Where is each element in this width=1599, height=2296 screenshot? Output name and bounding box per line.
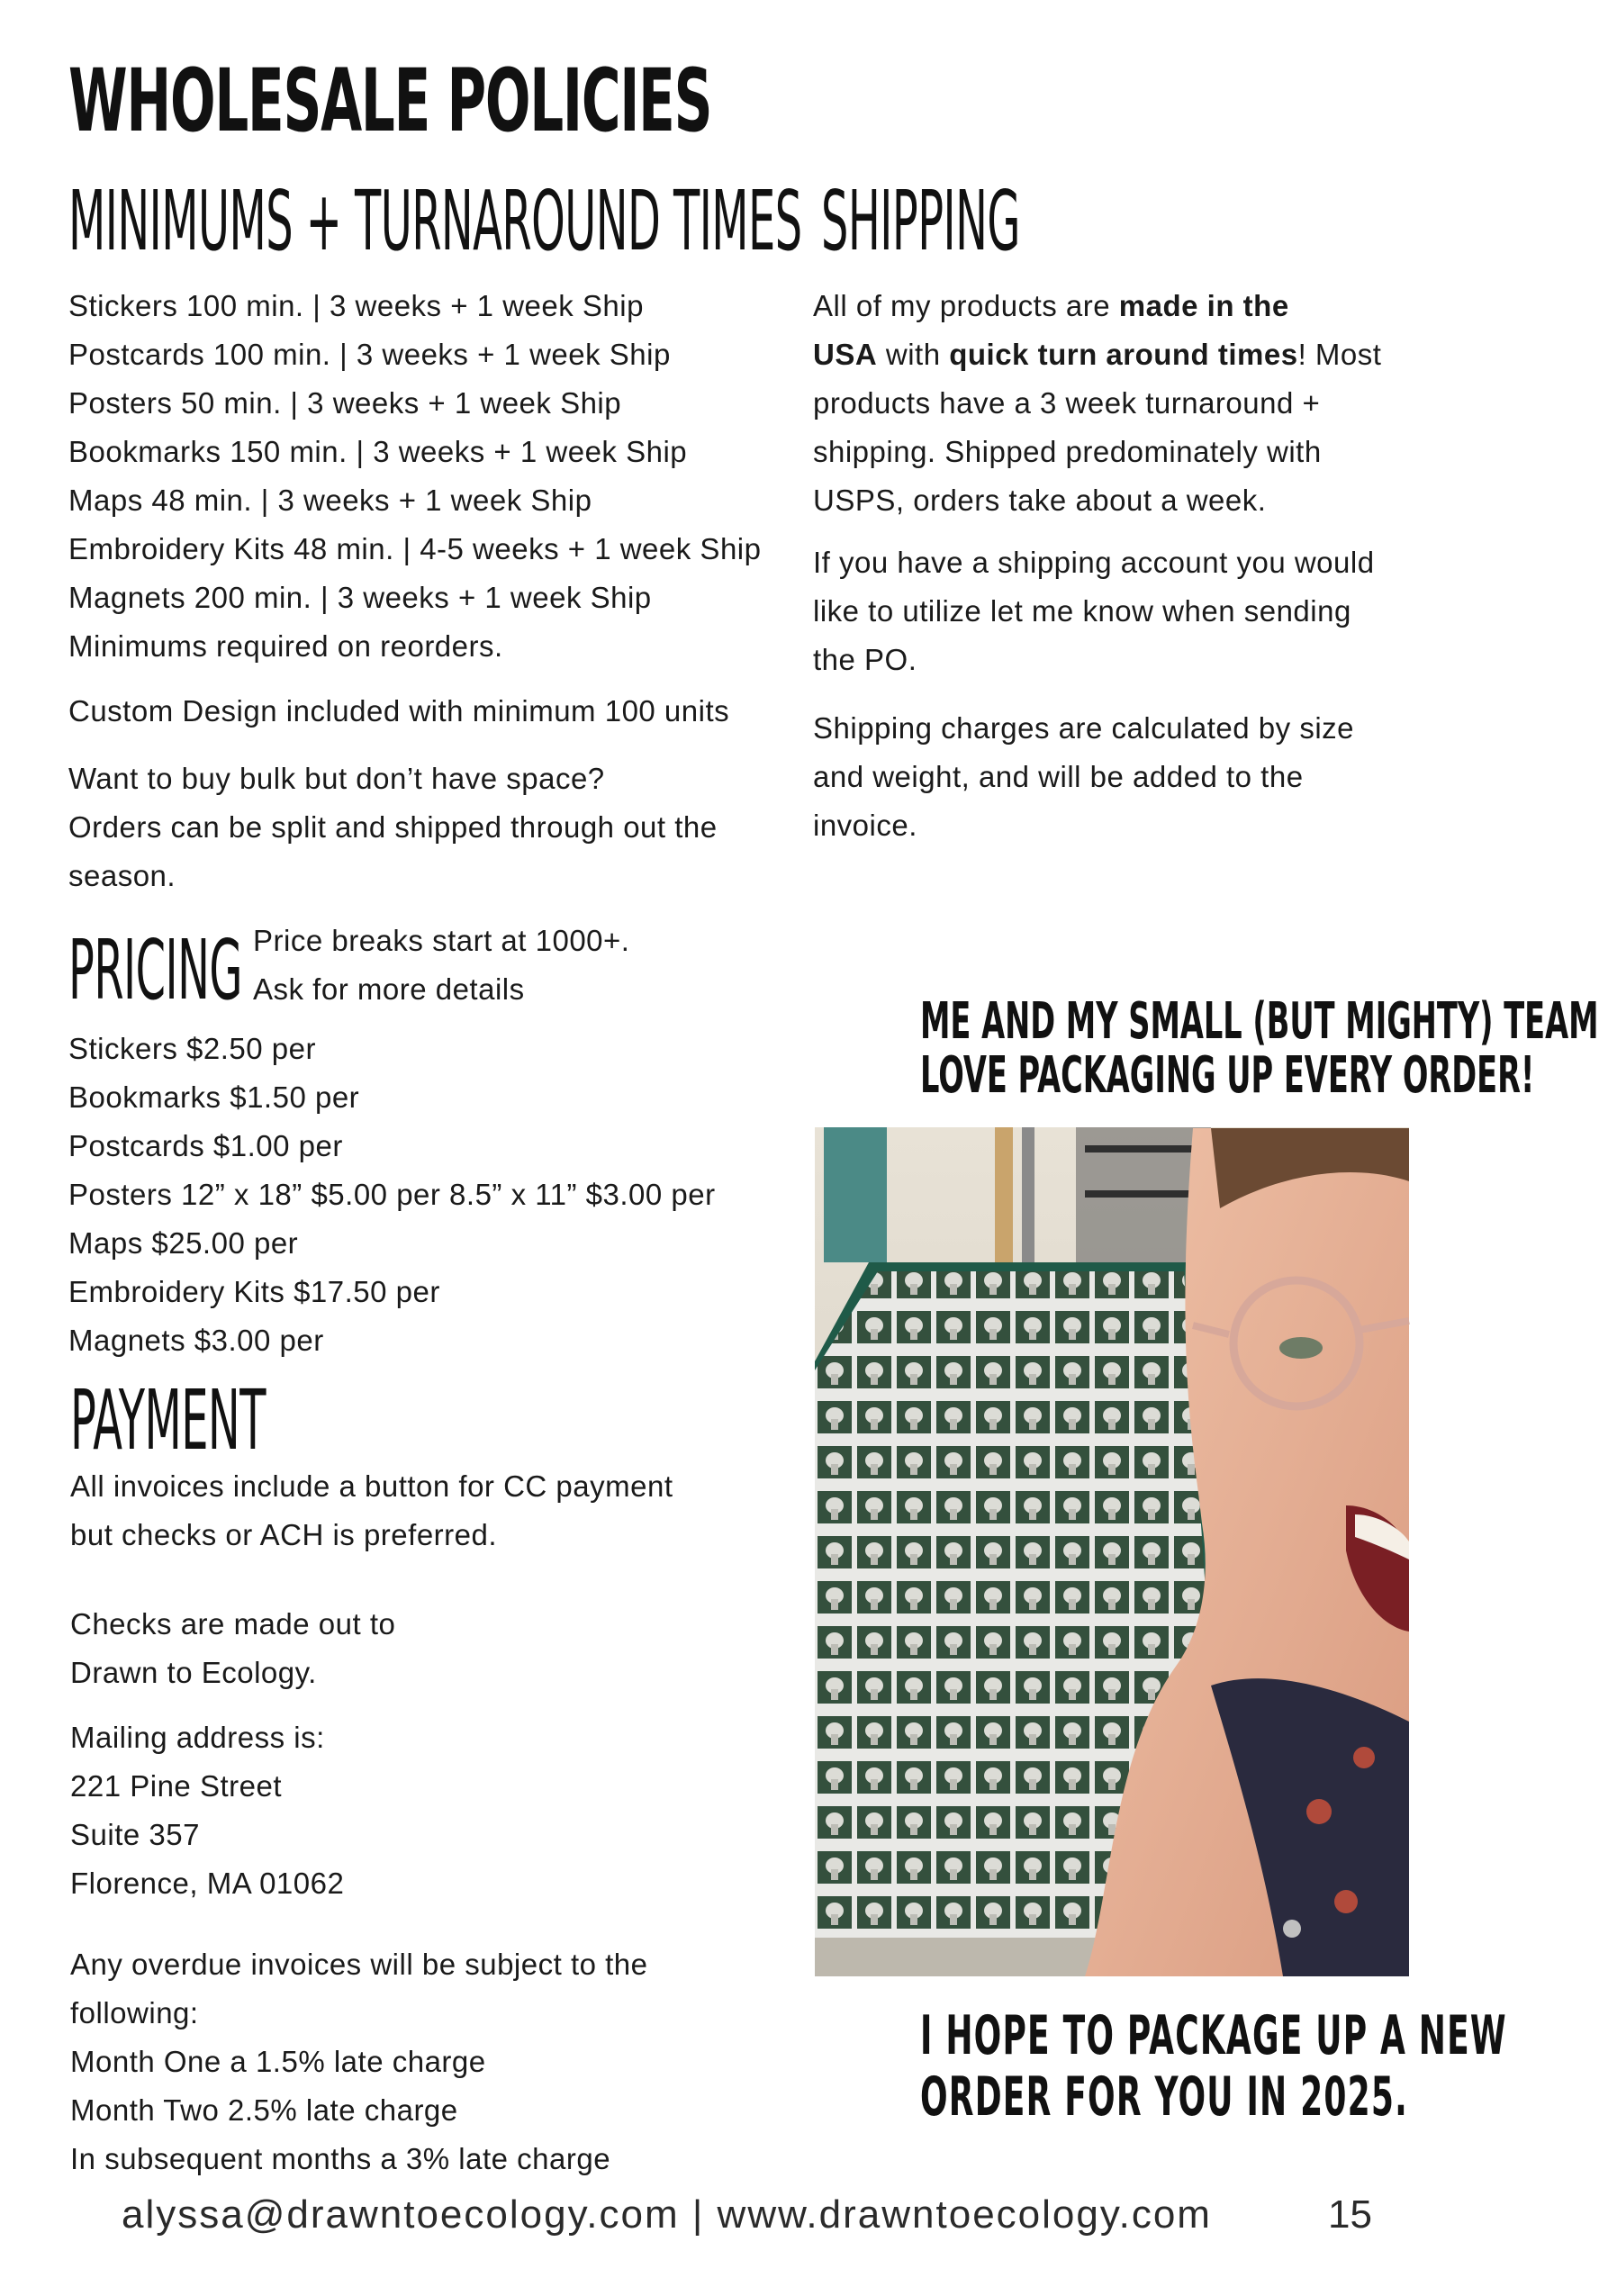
shipping-paragraph-2: If you have a shipping account you would like to utilize let me know when sending the PO. — [813, 546, 1375, 676]
made-in-usa-emphasis: made in the — [1118, 289, 1289, 322]
custom-design-note: Custom Design included with minimum 100 units — [68, 694, 730, 728]
list-item: Month Two 2.5% late charge — [70, 2093, 458, 2127]
bulk-line: Want to buy bulk but don’t have space? — [68, 762, 605, 795]
pricing-list — [68, 1025, 807, 1365]
team-caption-top: ME AND MY SMALL (BUT MIGHTY) TEAM LOVE PACKAGING UP EVERY ORDER! — [920, 992, 1599, 1105]
bulk-line: Orders can be split and shipped through out the — [68, 810, 718, 844]
list-item: Postcards $1.00 per — [68, 1129, 343, 1162]
late-charges: Any overdue invoices will be subject to the following: Month One a 1.5% late charge Month Two 2.5% late charge In subsequent months a 3% late charge — [70, 1940, 648, 2183]
list-item: Stickers 100 min. | 3 weeks + 1 week Ship — [68, 289, 644, 322]
payment-paragraph-2: Checks are made out to Drawn to Ecology. — [70, 1607, 396, 1689]
payment-paragraph-1: All invoices include a button for CC payment but checks or ACH is preferred. — [70, 1469, 673, 1551]
pricing-heading: PRICING — [68, 922, 242, 1018]
page-number: 15 — [1328, 2192, 1372, 2237]
bulk-line: season. — [68, 859, 176, 892]
turnaround-emphasis: quick turn around times — [949, 338, 1298, 371]
mailing-address: Mailing address is: 221 Pine Street Suite 357 Florence, MA 01062 — [70, 1721, 345, 1900]
footer — [0, 2190, 1486, 2240]
list-item: Maps $25.00 per — [68, 1226, 299, 1260]
list-item: Posters 50 min. | 3 weeks + 1 week Ship — [68, 386, 622, 420]
list-item: Postcards 100 min. | 3 weeks + 1 week Ship — [68, 338, 671, 371]
list-item: Stickers $2.50 per — [68, 1032, 316, 1065]
list-item: Embroidery Kits $17.50 per — [68, 1275, 440, 1308]
list-item: Minimums required on reorders. — [68, 629, 503, 663]
pricing-note: Price breaks start at 1000+. Ask for more details — [253, 924, 630, 1006]
shipping-heading: SHIPPING — [821, 173, 1020, 269]
list-item: Bookmarks 150 min. | 3 weeks + 1 week Ship — [68, 435, 688, 468]
page-title: WHOLESALE POLICIES — [68, 50, 712, 151]
team-packaging-photo — [815, 1127, 1409, 1976]
list-item: Posters 12” x 18” $5.00 per 8.5” x 11” $3.00 per — [68, 1178, 716, 1211]
shipping-paragraph-3: Shipping charges are calculated by size and weight, and will be added to the invoice. — [813, 711, 1355, 842]
shipping-paragraph-1: All of my products are made in the USA with quick turn around times! Most products have a 3 week turnaround + shipping. Shipped predominately with USPS, orders take about a week. — [813, 289, 1382, 517]
team-caption-bottom: I HOPE TO PACKAGE UP A NEW ORDER FOR YOU IN 2025. — [920, 2004, 1507, 2129]
minimums-list — [68, 282, 789, 671]
list-item: Magnets 200 min. | 3 weeks + 1 week Ship — [68, 581, 652, 614]
minimums-heading: MINIMUMS + TURNAROUND TIMES — [68, 173, 802, 269]
list-item: Embroidery Kits 48 min. | 4-5 weeks + 1 week Ship — [68, 532, 762, 565]
packaging-photo-illustration — [815, 1127, 1409, 1976]
list-item: Maps 48 min. | 3 weeks + 1 week Ship — [68, 484, 592, 517]
list-item: Month One a 1.5% late charge — [70, 2045, 486, 2078]
footer-contact: alyssa@drawntoecology.com | www.drawntoecology.com — [122, 2192, 1212, 2237]
bulk-note — [68, 755, 718, 900]
list-item: Bookmarks $1.50 per — [68, 1080, 360, 1114]
list-item: In subsequent months a 3% late charge — [70, 2142, 611, 2175]
payment-heading: PAYMENT — [70, 1372, 266, 1469]
list-item: Magnets $3.00 per — [68, 1324, 324, 1357]
